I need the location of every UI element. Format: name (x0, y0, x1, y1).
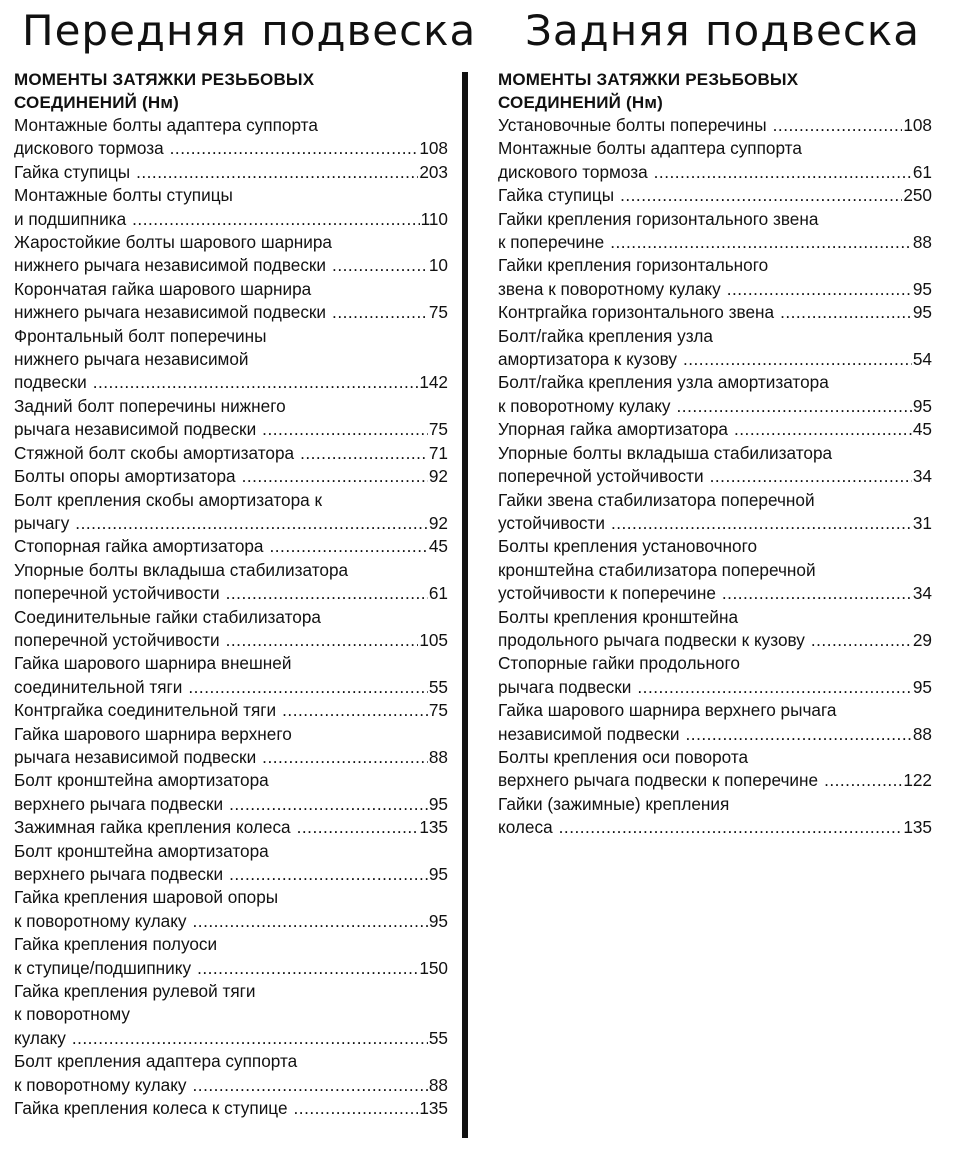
torque-entry-text: рычага независимой подвески (14, 419, 257, 440)
torque-entry-text: к поворотному кулаку (14, 910, 187, 931)
torque-value: 34 (912, 583, 932, 604)
torque-entry (14, 816, 448, 839)
torque-value: 110 (420, 208, 448, 229)
torque-entry-text: Болт крепления адаптера суппорта (14, 1051, 298, 1072)
torque-entry-text: Болт/гайка крепления узла (498, 325, 713, 346)
torque-entry-last-line (14, 746, 448, 769)
torque-entry-last-line (14, 1027, 448, 1050)
torque-entry-text: верхнего рычага подвески (14, 864, 224, 884)
dot-leader (637, 676, 911, 699)
dot-leader (780, 301, 912, 324)
torque-entry-text: Болт крепления скобы амортизатора к (14, 489, 322, 510)
torque-value: 250 (903, 185, 932, 206)
torque-value: 75 (428, 419, 448, 440)
torque-entry-last-line (14, 957, 448, 980)
torque-entry-text: Болты опоры амортизатора (14, 466, 236, 487)
torque-entry-text: верхнего рычага подвески (14, 793, 224, 814)
torque-entry-text: подвески (14, 372, 87, 393)
torque-entry (14, 325, 448, 395)
torque-entry-text: Гайка крепления полуоси (14, 934, 218, 955)
torque-entry-text: Гайки крепления горизонтального звена (498, 208, 819, 229)
torque-entry (498, 442, 932, 489)
dot-leader (262, 746, 428, 769)
dot-leader (193, 910, 428, 933)
torque-entry-text: Установочные болты поперечины (498, 115, 767, 135)
torque-entry-text: кронштейна стабилизатора поперечной (498, 559, 816, 580)
torque-value: 95 (912, 395, 932, 416)
torque-entry-last-line (14, 254, 448, 277)
torque-entry (14, 606, 448, 653)
torque-value: 88 (912, 232, 932, 253)
torque-entry-last-line (498, 278, 932, 301)
torque-entry-last-line (14, 442, 448, 465)
dot-leader (262, 418, 428, 441)
torque-entry-last-line (498, 816, 932, 839)
torque-entry (14, 535, 448, 558)
torque-entry-text: Гайка шарового шарнира верхнего рычага (498, 700, 837, 721)
torque-entry (498, 184, 932, 207)
torque-entry (14, 1097, 448, 1120)
torque-value: 61 (428, 583, 448, 604)
dot-leader (197, 957, 418, 980)
torque-value: 95 (428, 910, 448, 931)
torque-entry-text: рычага подвески (498, 676, 632, 697)
torque-entry-last-line (14, 161, 448, 184)
torque-entry (14, 489, 448, 536)
dot-leader (229, 793, 428, 816)
torque-entry-text: амортизатора к кузову (498, 349, 677, 370)
torque-entry-last-line (14, 512, 448, 535)
dot-leader (686, 723, 912, 746)
torque-entry-text: Гайки крепления горизонтального (498, 255, 769, 276)
torque-value: 29 (912, 629, 932, 650)
torque-entry-text: Болт/гайка крепления узла амортизатора (498, 372, 829, 393)
torque-entry (498, 746, 932, 793)
torque-entry (14, 980, 448, 1050)
torque-entry-text: нижнего рычага независимой подвески (14, 255, 327, 276)
torque-entry (498, 793, 932, 840)
torque-entry-last-line (14, 910, 448, 933)
dot-leader (188, 676, 428, 699)
dot-leader (72, 1027, 428, 1050)
torque-entry (498, 371, 932, 418)
torque-entry-text: Стопорная гайка амортизатора (14, 536, 264, 557)
torque-entry-text: колеса (498, 817, 553, 838)
dot-leader (229, 863, 428, 886)
torque-entry (14, 769, 448, 816)
torque-entry-last-line (498, 629, 932, 652)
torque-entry-text: к ступице/подшипнику (14, 957, 192, 978)
torque-value: 71 (428, 442, 448, 463)
torque-value: 61 (912, 161, 932, 182)
torque-entry-text: Жаростойкие болты шарового шарнира (14, 232, 332, 253)
torque-entry-last-line (14, 863, 448, 886)
torque-entry-last-line (14, 629, 448, 652)
torque-entry-text: Монтажные болты адаптера суппорта (14, 115, 318, 135)
torque-value: 54 (912, 349, 932, 370)
dot-leader (193, 1074, 428, 1097)
torque-entry-text: Болты крепления оси поворота (498, 746, 749, 767)
torque-entry-text: Болт кронштейна амортизатора (14, 770, 269, 791)
torque-entry-last-line (498, 465, 932, 488)
torque-entry-text: к поворотному кулаку (498, 395, 671, 416)
torque-entry-text: Монтажные болты адаптера суппорта (498, 138, 802, 159)
torque-entry-text: рычага независимой подвески (14, 746, 257, 767)
torque-value: 55 (428, 1027, 448, 1048)
torque-value: 95 (912, 278, 932, 299)
dot-leader (683, 348, 912, 371)
torque-entry-text: к поворотному (14, 1004, 130, 1025)
torque-entry (498, 535, 932, 605)
front-torque-column (14, 68, 448, 1120)
torque-value: 95 (912, 676, 932, 697)
torque-entry-last-line (498, 184, 932, 207)
torque-entry (498, 652, 932, 699)
torque-entry (14, 886, 448, 933)
torque-entry (14, 184, 448, 231)
torque-entry-text: к поворотному кулаку (14, 1074, 187, 1095)
heading-line: СОЕДИНЕНИЙ (Нм) (14, 93, 179, 112)
torque-entry-text: Соединительные гайки стабилизатора (14, 606, 321, 627)
torque-value: 75 (428, 700, 448, 721)
torque-entry (498, 489, 932, 536)
torque-value: 150 (419, 957, 448, 978)
dot-leader (773, 114, 903, 137)
torque-entry-text: Контргайка горизонтального звена (498, 302, 775, 323)
torque-entry (498, 301, 932, 324)
torque-entry-text: Гайка ступицы (498, 185, 615, 206)
torque-entry-text: Гайка крепления рулевой тяги (14, 981, 256, 1002)
torque-entry-text: к поперечине (498, 232, 605, 253)
heading-line: МОМЕНТЫ ЗАТЯЖКИ РЕЗЬБОВЫХ (498, 70, 799, 89)
torque-value: 108 (903, 115, 932, 135)
torque-entry-text: и подшипника (14, 208, 127, 229)
torque-entry-last-line (498, 418, 932, 441)
torque-entry-text: Гайка крепления шаровой опоры (14, 887, 279, 908)
torque-entry-last-line (14, 208, 448, 231)
torque-entry-text: Болты крепления кронштейна (498, 606, 739, 627)
dot-leader (294, 1097, 419, 1120)
torque-value: 203 (419, 161, 448, 182)
torque-entry (14, 114, 448, 161)
torque-entry-text: Гайки (зажимные) крепления (498, 793, 730, 814)
torque-entry-text: Гайка крепления колеса к ступице (14, 1098, 288, 1119)
torque-entry (14, 465, 448, 488)
dot-leader (824, 769, 902, 792)
torque-entry-last-line (498, 161, 932, 184)
heading-line: МОМЕНТЫ ЗАТЯЖКИ РЕЗЬБОВЫХ (14, 70, 315, 89)
torque-entry-text: верхнего рычага подвески к поперечине (498, 770, 819, 791)
torque-entry-text: звена к поворотному кулаку (498, 278, 721, 299)
dot-leader (136, 161, 418, 184)
dot-leader (620, 184, 902, 207)
rear-torque-heading (498, 68, 932, 114)
torque-value: 55 (428, 676, 448, 697)
front-torque-list (14, 114, 448, 1120)
torque-entry-text: дискового тормоза (14, 138, 164, 159)
torque-entry-last-line (498, 301, 932, 324)
torque-value: 95 (428, 864, 448, 884)
torque-entry-text: кулаку (14, 1027, 66, 1048)
torque-entry (14, 1050, 448, 1097)
rear-torque-list (498, 114, 932, 840)
dot-leader (226, 629, 419, 652)
torque-entry-last-line (14, 535, 448, 558)
torque-entry-text: Болт кронштейна амортизатора (14, 840, 269, 861)
torque-entry-text: устойчивости (498, 512, 605, 533)
dot-leader (242, 465, 428, 488)
torque-value: 88 (428, 746, 448, 767)
torque-value: 45 (912, 419, 932, 440)
torque-entry (14, 395, 448, 442)
rear-torque-column (498, 68, 932, 840)
torque-entry-text: Гайка шарового шарнира верхнего (14, 723, 292, 744)
torque-entry-text: Зажимная гайка крепления колеса (14, 817, 291, 838)
torque-entry (498, 606, 932, 653)
torque-value: 135 (419, 817, 448, 838)
torque-value: 31 (912, 512, 932, 533)
dot-leader (677, 395, 912, 418)
dot-leader (722, 582, 912, 605)
torque-entry-text: Контргайка соединительной тяги (14, 700, 277, 721)
torque-entry-last-line (14, 1097, 448, 1120)
dot-leader (710, 465, 912, 488)
torque-entry-last-line (14, 371, 448, 394)
dot-leader (727, 278, 912, 301)
torque-entry-text: Стопорные гайки продольного (498, 653, 740, 674)
torque-entry (14, 840, 448, 887)
torque-entry-last-line (498, 582, 932, 605)
torque-entry-last-line (14, 137, 448, 160)
dot-leader (332, 254, 428, 277)
torque-entry-text: соединительной тяги (14, 676, 183, 697)
torque-value: 75 (428, 302, 448, 323)
dot-leader (93, 371, 419, 394)
front-suspension-title: Передняя подвеска (22, 6, 477, 55)
torque-entry-text: Задний болт поперечины нижнего (14, 395, 286, 416)
torque-entry-last-line (14, 465, 448, 488)
torque-value: 108 (419, 138, 448, 159)
torque-entry-text: Монтажные болты ступицы (14, 185, 233, 206)
torque-entry-text: Стяжной болт скобы амортизатора (14, 442, 295, 463)
torque-value: 142 (419, 372, 448, 393)
dot-leader (654, 161, 912, 184)
torque-entry (498, 254, 932, 301)
torque-entry (14, 699, 448, 722)
torque-entry-text: Гайка шарового шарнира внешней (14, 653, 292, 674)
torque-entry-last-line (498, 676, 932, 699)
dot-leader (297, 816, 419, 839)
torque-entry-last-line (498, 231, 932, 254)
torque-entry-text: Болты крепления установочного (498, 536, 758, 557)
torque-entry (498, 208, 932, 255)
torque-entry (498, 418, 932, 441)
torque-entry-text: Упорная гайка амортизатора (498, 419, 728, 440)
torque-value: 45 (428, 536, 448, 557)
rear-suspension-title: Задняя подвеска (525, 6, 921, 55)
dot-leader (332, 301, 428, 324)
torque-entry-text: Упорные болты вкладыша стабилизатора (14, 559, 349, 580)
torque-entry-last-line (14, 301, 448, 324)
torque-entry-text: Фронтальный болт поперечины (14, 325, 267, 346)
torque-entry-last-line (498, 114, 932, 137)
torque-entry-last-line (498, 395, 932, 418)
torque-entry (14, 231, 448, 278)
torque-entry (14, 278, 448, 325)
torque-entry (14, 442, 448, 465)
torque-value: 10 (428, 255, 448, 276)
torque-entry-text: Корончатая гайка шарового шарнира (14, 278, 312, 299)
dot-leader (611, 512, 912, 535)
torque-entry-text: поперечной устойчивости (14, 583, 220, 604)
torque-entry-text: нижнего рычага независимой (14, 349, 249, 370)
dot-leader (610, 231, 912, 254)
torque-value: 105 (419, 629, 448, 650)
torque-value: 92 (428, 512, 448, 533)
torque-entry (498, 137, 932, 184)
torque-entry-text: Упорные болты вкладыша стабилизатора (498, 442, 833, 463)
torque-entry-text: Гайка ступицы (14, 161, 131, 182)
torque-entry (498, 325, 932, 372)
front-torque-heading (14, 68, 448, 114)
torque-entry-last-line (14, 418, 448, 441)
dot-leader (811, 629, 912, 652)
torque-entry-text: продольного рычага подвески к кузову (498, 629, 805, 650)
dot-leader (270, 535, 428, 558)
torque-entry-last-line (14, 676, 448, 699)
torque-entry-last-line (14, 699, 448, 722)
heading-line: СОЕДИНЕНИЙ (Нм) (498, 93, 663, 112)
torque-value: 88 (428, 1074, 448, 1095)
torque-value: 92 (428, 466, 448, 487)
dot-leader (75, 512, 428, 535)
dot-leader (132, 208, 419, 231)
torque-value: 135 (419, 1098, 448, 1119)
torque-entry-text: поперечной устойчивости (14, 629, 220, 650)
torque-entry (498, 699, 932, 746)
torque-value: 88 (912, 723, 932, 744)
dot-leader (734, 418, 912, 441)
torque-entry (14, 161, 448, 184)
torque-entry-last-line (14, 793, 448, 816)
torque-value: 34 (912, 466, 932, 487)
torque-entry-last-line (498, 769, 932, 792)
torque-entry-text: независимой подвески (498, 723, 680, 744)
torque-entry (14, 723, 448, 770)
dot-leader (559, 816, 903, 839)
torque-entry-text: дискового тормоза (498, 161, 648, 182)
column-divider (462, 72, 468, 1138)
torque-entry-last-line (14, 582, 448, 605)
torque-entry (14, 933, 448, 980)
torque-entry-text: устойчивости к поперечине (498, 583, 716, 604)
torque-entry-text: нижнего рычага независимой подвески (14, 302, 327, 323)
torque-entry (498, 114, 932, 137)
torque-entry-last-line (498, 723, 932, 746)
torque-value: 135 (903, 817, 932, 838)
torque-entry-text: поперечной устойчивости (498, 466, 704, 487)
dot-leader (282, 699, 428, 722)
torque-value: 122 (903, 770, 932, 791)
torque-entry-last-line (14, 1074, 448, 1097)
torque-entry-last-line (14, 816, 448, 839)
torque-entry-last-line (498, 348, 932, 371)
torque-value: 95 (428, 793, 448, 814)
torque-entry (14, 652, 448, 699)
dot-leader (226, 582, 428, 605)
torque-value: 95 (912, 302, 932, 323)
torque-entry-last-line (498, 512, 932, 535)
torque-entry-text: рычагу (14, 512, 70, 533)
torque-entry (14, 559, 448, 606)
dot-leader (300, 442, 428, 465)
dot-leader (170, 137, 419, 160)
torque-entry-text: Гайки звена стабилизатора поперечной (498, 489, 815, 510)
